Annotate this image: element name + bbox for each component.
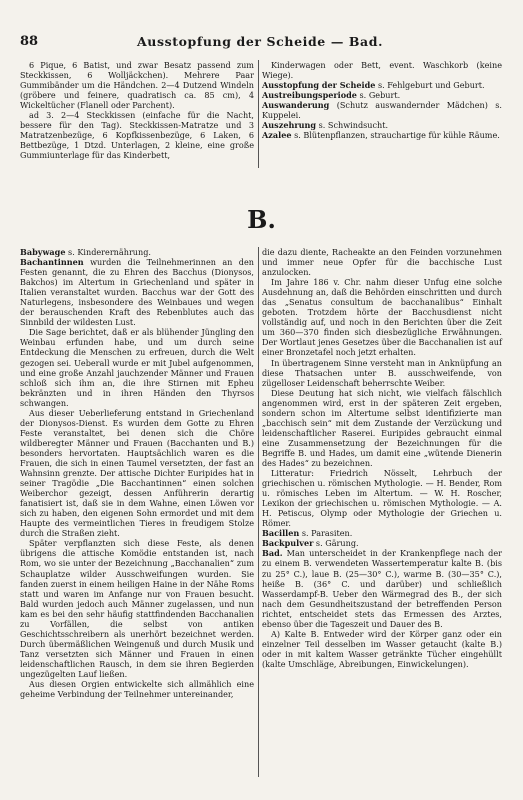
entry-text: Die Sage berichtet, daß er als blühender Jüngling den Weinbau erfunden habe, und um durch seine Entdeckung die Menschen zu erfreuen, durch die Welt gezogen sei. Ueberall wurde er mit Jubel aufgenommen, und eine große Anzahl jauchzender Männer und Frauen schloß sich ihm an, die ihre Stirnen mit Epheu bekränzten und in ihren Händen den Thyrsos schwangen. bbox=[20, 327, 254, 408]
paragraph-text: Kinderwagen oder Bett, event. Waschkorb (keine Wiege). bbox=[262, 60, 502, 81]
entry-term: Bachantinnen bbox=[20, 257, 84, 268]
paragraph bbox=[20, 408, 254, 539]
bottom-right-column bbox=[262, 247, 502, 669]
entry-term: Auswanderung bbox=[262, 100, 330, 111]
entry-term: Azalee bbox=[262, 130, 292, 141]
entry-text: Man unterscheidet in der Krankenpflege nach der zu einem B. verwendeten Wassertemperatur kalte B. (bis zu 25° C.), laue B. (25—30° C.), warme B. (30—35° C.), heiße B. (36° C. und darüber) und schließlich Wasserdampf-B. Ueber den Wärmegrad des B., der sich nach dem Gesundheitszustand der betreffenden Person richtet, entscheidet stets das Ermessen des Arztes, ebenso über die Tageszeit und Dauer des B. bbox=[262, 548, 502, 629]
paragraph bbox=[262, 100, 502, 120]
paragraph bbox=[262, 468, 502, 528]
entry-text: s. Blütenpflanzen, strauchartige für kühle Räume. bbox=[291, 130, 500, 141]
entry-term: Babywage bbox=[20, 247, 66, 257]
entry-text: Im Jahre 186 v. Chr. nahm dieser Unfug eine solche Ausdehnung an, daß die Behörden einschritten und durch das „Senatus consultum de bacchanalibus“ Einhalt geboten. Trotzdem hörte der Bacchusdienst nicht vollständig auf, und noch in den Berichten über die Zeit um 360—370 finden sich diesbezügliche Erwähnungen. Der Wortlaut jenes Gesetzes über die Bacchanalien ist auf einer Bronzetafel noch jetzt erhalten. bbox=[262, 277, 502, 358]
paragraph bbox=[262, 80, 502, 90]
paragraph bbox=[262, 538, 502, 548]
entry-term: Austreibungsperiode bbox=[262, 90, 357, 101]
entry-text: (Schutz auswandernder Mädchen) s. Kuppelei. bbox=[262, 100, 502, 121]
entry-text: s. Kinderernährung. bbox=[65, 247, 151, 257]
entry-term: Bad. bbox=[262, 548, 283, 559]
paragraph bbox=[20, 257, 254, 327]
paragraph bbox=[20, 60, 254, 110]
entry-text: Litteratur: Friedrich Nösselt, Lehrbuch der griechischen u. römischen Mythologie. — H. Bender, Rom u. römisches Leben im Altertum. — W. H. Roscher, Lexikon der griechischen u. römischen Mythologie. — A. H. Petiscus, Olymp oder Mythologie der Griechen u. Römer. bbox=[262, 468, 502, 529]
paragraph bbox=[262, 388, 502, 468]
top-right-column bbox=[262, 60, 502, 140]
paragraph bbox=[262, 130, 502, 140]
paragraph bbox=[262, 548, 502, 628]
entry-text: die dazu diente, Racheakte an den Feinden vorzunehmen und immer neue Opfer für die bacchische Lust anzulocken. bbox=[262, 247, 502, 278]
entry-text: Aus diesen Orgien entwickelte sich allmählich eine geheime Verbindung der Teilnehmer untereinander, bbox=[20, 679, 254, 700]
paragraph bbox=[20, 327, 254, 407]
paragraph bbox=[262, 247, 502, 277]
bottom-left-column bbox=[20, 247, 254, 699]
entry-text: Diese Deutung hat sich nicht, wie vielfach fälschlich angenommen wird, erst in der späteren Zeit ergeben, sondern schon im Altertume selbst identifizierte man „bacchisch sein“ mit dem Zustande der Verzückung und leidenschaftlicher Raserei. Euripides gebraucht einmal eine Zusammensetzung der Bezeichnungen für die Begriffe B. und Hades, um damit eine „wütende Dienerin des Hades“ zu bezeichnen. bbox=[262, 387, 502, 468]
entry-text: Aus dieser Ueberlieferung entstand in Griechenland der Dionysos-Dienst. Es wurden dem Gotte zu Ehren Feste veranstaltet, bei denen sich die Chöre wildberegter Männer und Frauen (Bacchanten und B.) besonders hervortaten. Hauptsächlich waren es die Frauen, die sich in einen Taumel versetzten, der fast an Wahnsinn grenzte. Der attische Dichter Euripides hat in seiner Tragödie „Die Bacchantinnen“ einen solchen Weiberchor gezeigt, dessen Anführerin derartig fanatisiert ist, daß sie in dem Wahne, einen Löwen vor sich zu haben, den eigenen Sohn ermordet und mit dem Haupte des vermeintlichen Tieres in freudigem Stolze durch die Straßen zieht. bbox=[20, 407, 254, 539]
entry-text: s. Geburt. bbox=[356, 90, 401, 101]
paragraph-text: ad 3. 2—4 Steckkissen (einfache für die Nacht, bessere für den Tag). Steckkissen-Matratze und 3 Matratzenbezüge, 6 Kopfkissenbezüge, 6 Laken, 6 Bettbezüge, 1 Dtzd. Unterlagen, 2 kleine, eine große Gummiunterlage für das Kinderbett, bbox=[20, 110, 254, 161]
entry-text: In übertragenem Sinne versteht man in Anknüpfung an diese Thatsachen unter B. ausschweifende, von zügelloser Leidenschaft beherrschte Weiber. bbox=[262, 357, 502, 388]
paragraph bbox=[20, 110, 254, 160]
page-header bbox=[20, 34, 500, 52]
entry-text: s. Gärung. bbox=[313, 538, 359, 549]
paragraph-text: 6 Pique, 6 Batist, und zwar Besatz passend zum Steckkissen, 6 Wolljäckchen). Mehrere Paar Gummibänder um die Händchen. 2—4 Dutzend Windeln (gröbere und feinere, quadratisch ca. 85 cm), 4 Wickeltücher (Flanell oder Parchent). bbox=[20, 60, 254, 111]
entry-text: s. Schwindsucht. bbox=[316, 120, 389, 131]
entry-text: s. Fehlgeburt und Geburt. bbox=[375, 80, 485, 91]
page-number: 88 bbox=[20, 34, 39, 49]
entry-text: Später verpflanzten sich diese Feste, als denen übrigens die attische Komödie entstanden ist, nach Rom, wo sie unter der Bezeichnung „Bacchanalien“ zum Schauplatze wilder Ausschweifungen wurden. Sie fanden zuerst in einem heiligen Haine in der Nähe Roms statt und waren im Anfange nur von Frauen besucht. Bald wurden jedoch auch Männer zugelassen, und nun kam es bei den sehr häufig stattfindenden Bacchanalien zu Vorfällen, die selbst von antiken Geschichtsschreibern als unerhört bezeichnet werden. Durch übermäßlichen Weingenuß und durch Musik und Tanz versetzten sich Männer und Frauen in einen leidenschaftlichen Rausch, in dem sie ihren Begierden ungezügelten Lauf ließen. bbox=[20, 538, 254, 679]
paragraph bbox=[262, 358, 502, 388]
paragraph bbox=[262, 277, 502, 357]
entry-term: Bacillen bbox=[262, 528, 300, 539]
paragraph bbox=[262, 90, 502, 100]
column-divider-bottom bbox=[258, 247, 259, 777]
section-letter: B. bbox=[247, 205, 276, 234]
running-head: Ausstopfung der Scheide — Bad. bbox=[136, 34, 384, 49]
paragraph bbox=[262, 60, 502, 80]
entry-text: s. Parasiten. bbox=[299, 528, 353, 539]
paragraph bbox=[262, 120, 502, 130]
entry-text: A) Kalte B. Entweder wird der Körper ganz oder ein einzelner Teil desselben im Wasser getaucht (kalte B.) oder in mit kaltem Wasser getränkte Tücher eingehüllt (kalte Umschläge, Abreibungen, Einwickelungen). bbox=[262, 628, 502, 669]
paragraph bbox=[20, 247, 254, 257]
entry-term: Auszehrung bbox=[262, 120, 317, 131]
paragraph bbox=[20, 538, 254, 679]
paragraph bbox=[262, 528, 502, 538]
entry-term: Ausstopfung der Scheide bbox=[262, 80, 376, 91]
entry-text: wurden die Teilnehmerinnen an den Festen genannt, die zu Ehren des Bacchus (Dionysos, Bakchos) im Altertum in Griechenland und später in Italien veranstaltet wurden. Bacchus war der Gott des Naturlegens, insbesondere des Weinbaues und wegen der berauschenden Kraft des Rebenblutes auch das Sinnbild der wildesten Lust. bbox=[20, 257, 254, 328]
top-left-column bbox=[20, 60, 254, 160]
entry-term: Backpulver bbox=[262, 538, 314, 549]
paragraph bbox=[20, 679, 254, 699]
column-divider-top bbox=[258, 60, 259, 168]
paragraph bbox=[262, 629, 502, 669]
